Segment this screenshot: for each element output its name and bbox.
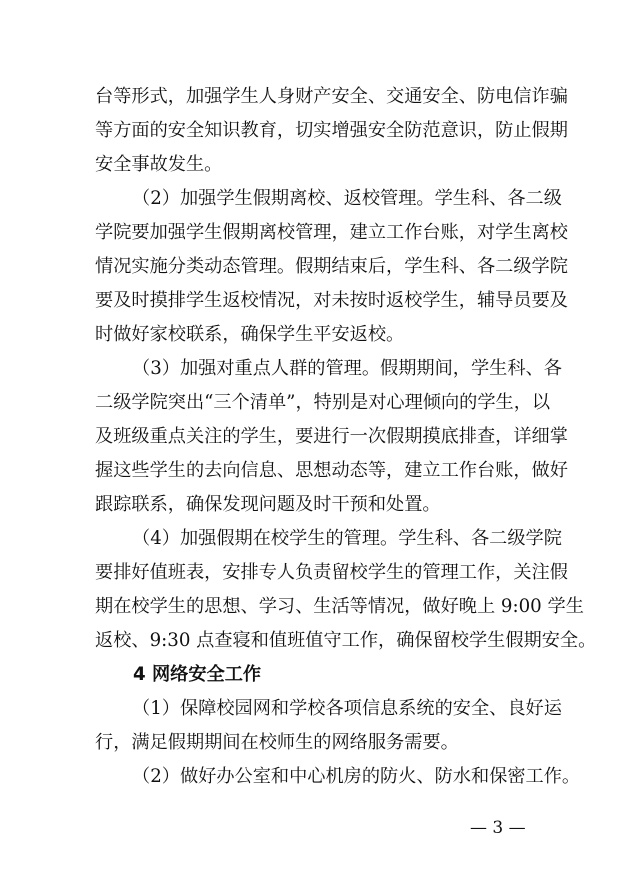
paragraph-line: 要及时摸排学生返校情况，对未按时返校学生，辅导员要及 [95, 290, 568, 311]
paragraph-line: 要排好值班表，安排专人负责留校学生的管理工作，关注假 [95, 562, 568, 583]
paragraph-line: 期在校学生的思想、学习、生活等情况，做好晚上 9:00 学生 [95, 596, 584, 617]
paragraph-line: （3）加强对重点人群的管理。假期期间，学生科、各 [132, 358, 562, 379]
page-number: — 3 — [470, 818, 526, 838]
paragraph-line: 等方面的安全知识教育，切实增强安全防范意识，防止假期 [95, 120, 568, 141]
paragraph-line: 二级学院突出“三个清单”，特别是对心理倾向的学生，以 [95, 392, 551, 413]
paragraph-line: 跟踪联系，确保发现问题及时干预和处置。 [95, 494, 441, 515]
paragraph-line: （2）加强学生假期离校、返校管理。学生科、各二级 [132, 188, 562, 209]
paragraph-line: （2）做好办公室和中心机房的防火、防水和保密工作。 [132, 766, 581, 787]
paragraph-line: （1）保障校园网和学校各项信息系统的安全、良好运 [132, 698, 562, 719]
paragraph-line: 台等形式，加强学生人身财产安全、交通安全、防电信诈骗 [95, 86, 568, 107]
paragraph-line: 行，满足假期期间在校师生的网络服务需要。 [95, 732, 459, 753]
paragraph-line: 情况实施分类动态管理。假期结束后，学生科、各二级学院 [95, 256, 568, 277]
paragraph-line: 学院要加强学生假期离校管理，建立工作台账，对学生离校 [95, 222, 568, 243]
paragraph-line: 安全事故发生。 [95, 154, 223, 175]
paragraph-line: 及班级重点关注的学生，要进行一次假期摸底排查，详细掌 [95, 426, 568, 447]
section-heading: 4 网络安全工作 [133, 664, 262, 685]
paragraph-line: 握这些学生的去向信息、思想动态等，建立工作台账，做好 [95, 460, 568, 481]
paragraph-line: 返校、9:30 点查寝和值班值守工作，确保留校学生假期安全。 [95, 630, 597, 651]
paragraph-line: 时做好家校联系，确保学生平安返校。 [95, 324, 405, 345]
paragraph-line: （4）加强假期在校学生的管理。学生科、各二级学院 [132, 528, 562, 549]
